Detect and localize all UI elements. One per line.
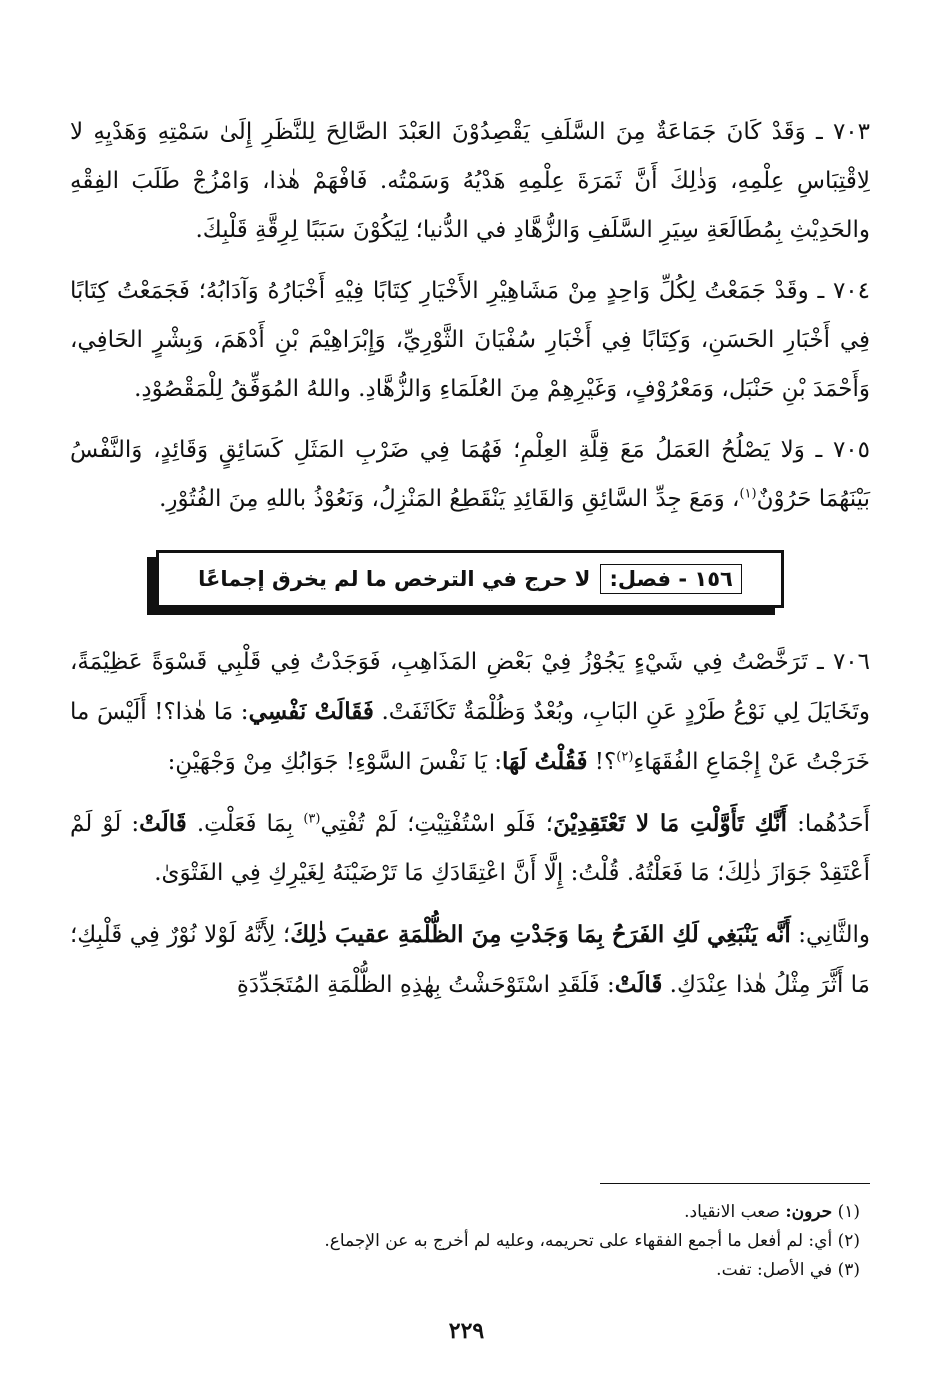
paragraph-704-text: ٧٠٤ ـ وقَدْ جَمَعْتُ لِكُلِّ وَاحِدٍ مِنْ مَشَاهِيْرِ الأَخْيَارِ كِتَابًا فِيْهِ أَخْبَارُهُ وَآدَابُهُ؛ فَجَمَعْتُ كِتَابًا فِي أَخْبَارِ الحَسَنِ، وَكِتَابًا فِي أَخْبَارِ سُفْيَانَ الثَّوْرِيِّ، وَإِبْرَاهِيْمَ بْنِ أَدْهَمَ، وَبِشْرٍ الحَافِي، وَأَحْمَدَ بْنِ حَنْبَل، وَمَعْرُوْفٍ، وَغَيْرِهِمْ مِنَ العُلَمَاءِ وَالزُّهَّادِ. واللهُ المُوَفِّقُ لِلْمَقْصُوْدِ. <box>70 278 870 402</box>
first-text-3: : لَوْ لَمْ أَعْتَقِدْ جَوَازَ ذٰلِكَ؛ مَا فَعَلْتُهُ. قُلْتُ: إِلَّا أَنَّ اعْتِقَادَكِ مَا تَرْضَيْنَهُ لِغَيْرِكِ فِي الفَتْوَىٰ. <box>70 811 870 886</box>
paragraph-706-text: ٧٠٦ ـ تَرَخَّصْتُ فِي شَيْءٍ يَجُوْزُ فِيْ بَعْضِ المَذَاهِبِ، فَوَجَدْتُ فِي قَلْبِي قَسْوَةً عَظِيْمَةً، وتَخَايَلَ لِي نَوْعُ طَرْدٍ عَنِ البَابِ، وبُعْدٌ وَظُلْمَةٌ تَكَاثَفَتْ. <box>70 649 870 725</box>
second-text-2: : فَلَقَدِ اسْتَوْحَشْتُ بِهٰذِهِ الظُّلْمَةِ المُتَجَدِّدَةِ <box>236 972 615 998</box>
paragraph-705 <box>70 426 870 524</box>
section-heading <box>156 550 784 608</box>
paragraph-706-text-3: ؟! <box>587 749 617 775</box>
footnotes <box>70 1183 870 1285</box>
footnote-number: (٣) <box>837 1260 860 1280</box>
footnote-1 <box>70 1198 870 1227</box>
paragraph-705-text: ٧٠٥ ـ وَلا يَصْلُحُ العَمَلُ مَعَ قِلَّةِ العِلْمِ؛ فَهُمَا فِي ضَرْبِ المَثَلِ كَسَائِقٍ وَقَائِدٍ، وَالنَّفْسُ بَيْنَهُمَا حَرُوْنٌ <box>70 437 870 512</box>
footnote-ref-1: (١) <box>739 486 757 502</box>
footnote-text: أي: لم أفعل ما أجمع الفقهاء على تحريمه، وعليه لم أخرج به عن الإجماع. <box>324 1231 833 1251</box>
bold-phrase: قَالَتْ <box>139 810 187 837</box>
section-title: لا حرج في الترخص ما لم يخرق إجماعًا <box>198 567 591 591</box>
footnote-text: في الأصل: تفت. <box>716 1260 833 1280</box>
footnote-ref-2: (٢) <box>616 749 634 765</box>
paragraph-706 <box>70 638 870 787</box>
footnote-number: (١) <box>837 1202 860 1222</box>
bold-phrase: فَقُلْتُ لَهَا <box>502 748 588 775</box>
first-label: أَحَدُهُما: <box>787 811 870 837</box>
paragraph-706-text-2: : مَا هٰذا؟! أَلَيْسَ ما خَرَجْتُ عَنْ إِجْمَاعِ الفُقَهَاءِ <box>70 699 870 775</box>
footnote-ref-3: (٣) <box>303 811 321 827</box>
bold-phrase: أَنَّكِ تَأَوَّلْتِ مَا لا تَعْتَقِدِيْنَ <box>553 810 788 837</box>
page-body <box>70 108 870 1022</box>
section-number: ١٥٦ - فصل: <box>600 564 741 594</box>
section-heading-wrap <box>70 550 870 608</box>
footnote-divider <box>600 1183 870 1184</box>
paragraph-703-text: ٧٠٣ ـ وَقَدْ كَانَ جَمَاعَةٌ مِنَ السَّلَفِ يَقْصِدُوْنَ العَبْدَ الصَّالِحَ لِلنَّظَرِ إِلَىٰ سَمْتِهِ وَهَدْيِهِ لا لِاقْتِبَاسِ عِلْمِهِ، وَذٰلِكَ أَنَّ ثَمَرَةَ عِلْمِهِ هَدْيُهُ وَسَمْتُه. فَافْهَمْ هٰذا، وَامْزُجْ طَلَبَ الفِقْهِ والحَدِيْثِ بِمُطَالَعَةِ سِيَرِ السَّلَفِ وَالزُّهَّادِ في الدُّنيا؛ لِيَكُوْنَ سَبَبًا لِرِقَّةِ قَلْبِكَ. <box>70 119 870 243</box>
paragraph-first-reason <box>70 799 870 898</box>
first-text-2: بِمَا فَعَلْتِ. <box>186 811 304 837</box>
second-text: ؛ لِأَنَّهُ لَوْلا نُوْرٌ فِي قَلْبِكِ؛ مَا أَثَّرَ مِثْلُ هٰذا عِنْدَكِ. <box>70 922 870 998</box>
footnote-text: صعب الانقياد. <box>684 1202 786 1222</box>
paragraph-703 <box>70 108 870 255</box>
footnote-2 <box>70 1227 870 1256</box>
footnote-number: (٢) <box>837 1231 860 1251</box>
footnote-3 <box>70 1256 870 1285</box>
paragraph-705-text-end: ، وَمَعَ جِدِّ السَّائِقِ وَالقَائِدِ يَنْقَطِعُ المَنْزِلُ، وَنَعُوْذُ باللهِ مِنَ الفُتُوْرِ. <box>159 486 740 512</box>
bold-phrase: قَالَتْ <box>614 971 663 998</box>
second-label: والثَّانِي: <box>790 922 870 948</box>
paragraph-704 <box>70 267 870 414</box>
footnote-term: حرون: <box>785 1202 833 1222</box>
page-number: ٢٢٩ <box>448 1318 485 1344</box>
bold-phrase: فَقَالَتْ نَفْسِي <box>248 698 374 725</box>
first-text: ؛ فَلَو اسْتُفْتِيْتِ؛ لَمْ تُفْتِي <box>320 811 554 837</box>
bold-phrase: أَنَّه يَنْبَغِي لَكِ الفَرَحُ بِمَا وَجَدْتِ مِنَ الظُّلْمَةِ عقيبَ ذٰلِكَ <box>290 921 791 948</box>
paragraph-706-text-4: : يَا نَفْسَ السَّوْءِ! جَوَابُكِ مِنْ وَجْهَيْنِ: <box>167 749 503 775</box>
paragraph-second-reason <box>70 910 870 1010</box>
